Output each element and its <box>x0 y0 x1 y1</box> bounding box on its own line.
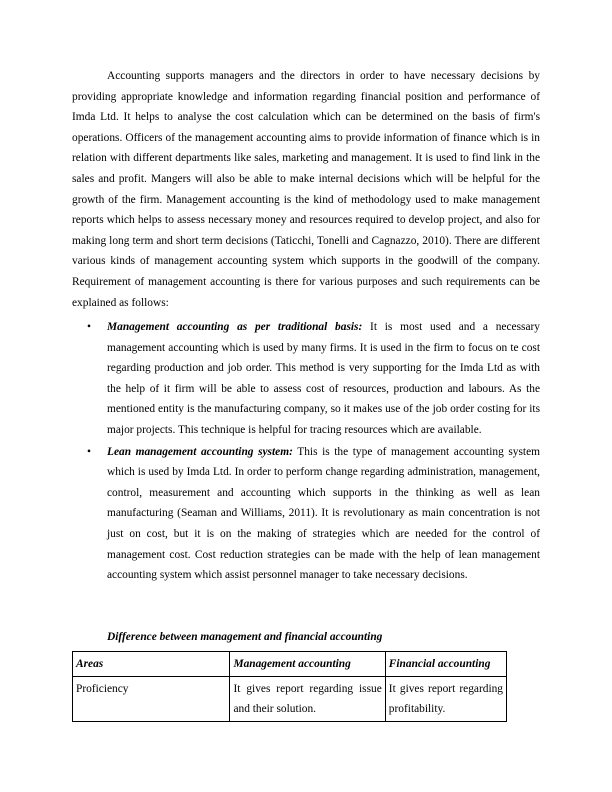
bullet-text: This is the type of management accounting system which is used by Imda Ltd. In order to perform change regarding administration, management, control, measurement and accounting which supports in the thinking as well as lean manufacturing (Seaman and Williams, 2011). It is revolutionary as main concentration is not just on cost, but it is on the making of strategies which are needed for the control of management cost. Cost reduction strategies can be made with the help of lean management accounting system which assist personnel manager to take necessary decisions. <box>107 445 540 582</box>
cell-area: Proficiency <box>73 677 230 722</box>
header-management-accounting: Management accounting <box>230 652 385 677</box>
bullet-icon: • <box>87 321 91 333</box>
table-header-row <box>73 652 507 677</box>
intro-paragraph: Accounting supports managers and the directors in order to have necessary decisions by providing appropriate knowledge and information regarding financial position and performance of Imda Ltd. It helps to analyse the cost calculation which can be determined on the basis of firm's operations. Officers of the management accounting aims to provide information of finance which is in relation with different departments like sales, marketing and management. It is used to find link in the sales and profit. Mangers will also be able to make internal decisions which will be helpful for the growth of the firm. Management accounting is the kind of methodology used to make management reports which helps to assess necessary money and resources required to develop project, and also for making long term and short term decisions (Taticchi, Tonelli and Cagnazzo, 2010). There are different various kinds of management accounting system which supports in the goodwill of the company. Requirement of management accounting is there for various purposes and such requirements can be explained as follows: <box>72 70 540 309</box>
cell-management: It gives report regarding issue and their solution. <box>230 677 385 722</box>
requirements-list <box>0 317 612 587</box>
bullet-icon: • <box>87 445 91 458</box>
comparison-table <box>72 651 507 722</box>
list-item <box>87 442 540 586</box>
table-row <box>73 677 507 722</box>
bullet-title: Lean management accounting system: <box>107 445 293 458</box>
header-financial-accounting: Financial accounting <box>385 652 506 677</box>
bullet-title: Management accounting as per traditional basis: <box>107 321 363 333</box>
list-item <box>87 317 540 441</box>
bullet-text: It is most used and a necessary management accounting which is used by many firms. It is used in the firm to focus on te cost regarding production and job order. This method is very supporting for the Imda Ltd as with the help of it firm will be able to assess cost of resources, production and labours. As the mentioned entity is the manufacturing company, so it makes use of the job order costing for its major projects. This technique is helpful for tracing resources which are available. <box>107 321 540 436</box>
header-areas: Areas <box>73 652 230 677</box>
cell-financial: It gives report regarding profitability. <box>385 677 506 722</box>
table-caption: Difference between management and financial accounting <box>107 631 383 643</box>
